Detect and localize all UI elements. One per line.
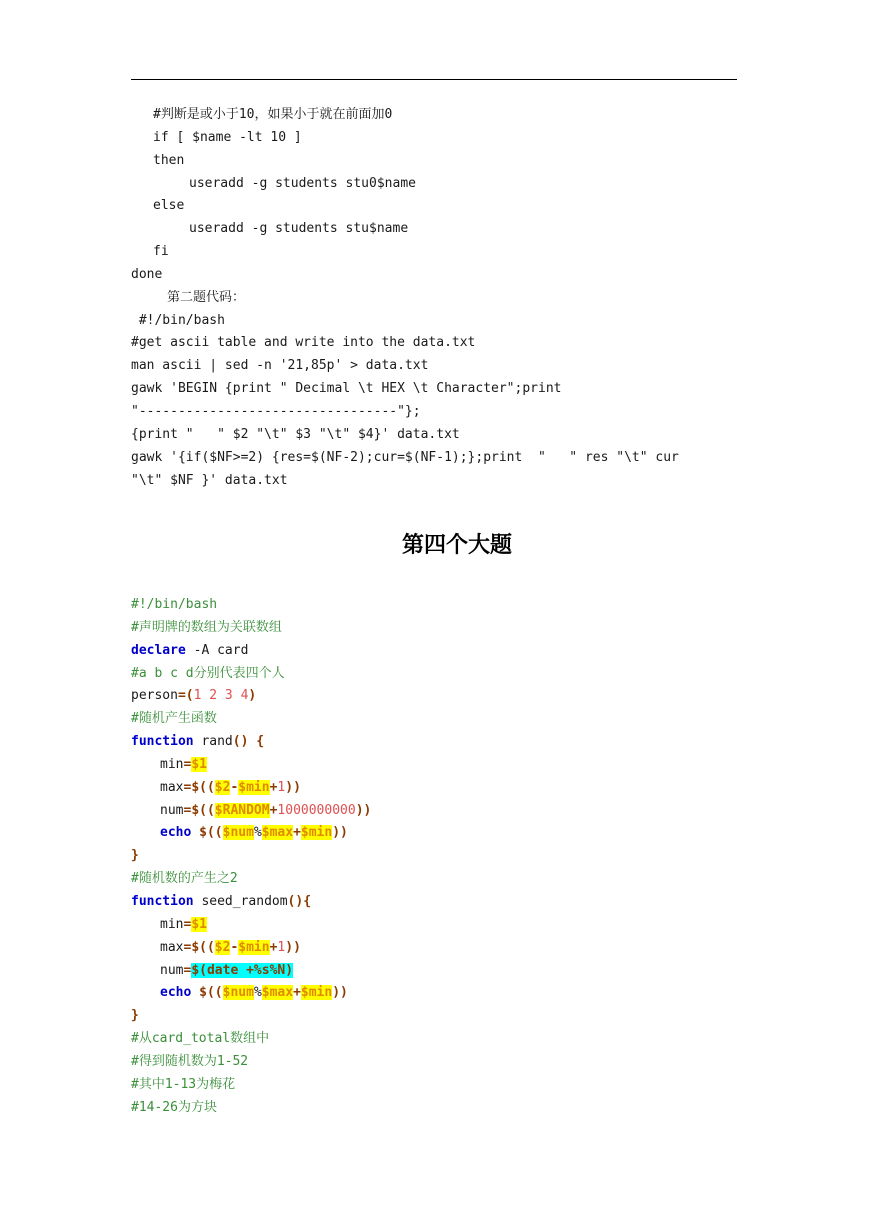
code-line (131, 800, 751, 823)
operator: = (183, 779, 192, 795)
operator: = (183, 802, 192, 818)
code-line: "\t" $NF }' data.txt (131, 472, 288, 488)
code-line (131, 685, 751, 708)
code-line: gawk 'BEGIN {print " Decimal \t HEX \t Character";print (131, 381, 562, 397)
variable: $2 (214, 779, 231, 795)
operator: } (131, 848, 139, 864)
operator: = (177, 688, 186, 704)
operator: + (269, 939, 278, 955)
section-label: 第二题代码： (167, 289, 246, 305)
operator: )) (332, 825, 348, 841)
code-line: #!/bin/bash (131, 312, 225, 328)
code-line: {print " " $2 "\t" $3 "\t" $4}' data.txt (131, 426, 460, 442)
operator: = (183, 939, 192, 955)
variable: $num (222, 985, 254, 1001)
code-text (191, 985, 199, 1000)
number: 1 (277, 939, 286, 955)
operator: + (269, 779, 278, 795)
comment-line: #其中1-13为梅花 (131, 1076, 236, 1092)
code-line: man ascii | sed -n '21,85p' > data.txt (131, 358, 429, 374)
operator: { (256, 734, 265, 750)
variable: $min (238, 779, 270, 795)
code-text: % (253, 825, 262, 841)
code-line (131, 754, 751, 777)
variable: $min (300, 825, 333, 841)
variable: $2 (214, 939, 231, 955)
code-text: min (160, 916, 184, 932)
section-heading: 第四个大题 (401, 533, 512, 558)
operator: = (183, 916, 192, 932)
code-text: max (160, 779, 184, 795)
code-line (131, 982, 751, 1005)
number: 1 2 3 4 (193, 688, 249, 704)
comment-line: #随机数的产生之2 (131, 871, 238, 887)
code-line (131, 845, 751, 868)
keyword: declare (131, 642, 186, 658)
comment-line: #得到随机数为1-52 (131, 1053, 249, 1069)
code-text: -A card (185, 642, 249, 658)
script-code-block (131, 594, 751, 1119)
keyword: function (131, 734, 194, 750)
variable: $num (222, 825, 254, 841)
operator: )) (332, 985, 348, 1001)
operator: { (303, 893, 312, 909)
code-line (131, 960, 751, 983)
keyword: echo (160, 825, 192, 841)
comment-line: #从card_total数组中 (131, 1031, 270, 1047)
variable: $min (300, 985, 333, 1001)
variable: $max (261, 825, 294, 841)
comment-line: #a b c d分别代表四个人 (131, 665, 285, 681)
operator: ( (185, 688, 194, 704)
top-code-block (131, 104, 751, 492)
code-text: person (131, 688, 178, 704)
code-line (131, 731, 751, 754)
code-text: seed_random (193, 893, 288, 909)
code-text: num (160, 802, 184, 818)
code-line: #判断是或小于10，如果小于就在前面加0 (153, 107, 393, 122)
code-line (131, 937, 751, 960)
operator: $(( (191, 802, 215, 818)
variable: $min (238, 939, 270, 955)
code-text (191, 825, 199, 840)
number: 1 (277, 779, 286, 795)
code-line (131, 914, 751, 937)
code-line: useradd -g students stu0$name (189, 175, 416, 191)
operator: + (269, 802, 278, 818)
keyword: echo (160, 985, 192, 1001)
code-line: gawk '{if($NF>=2) {res=$(NF-2);cur=$(NF-1);};print " " res "\t" cur (131, 449, 679, 465)
operator: $(( (191, 779, 215, 795)
code-text: num (160, 962, 184, 978)
code-line: else (153, 198, 185, 214)
operator: ) (248, 688, 257, 704)
number: 1000000000 (277, 802, 356, 818)
operator: + (293, 985, 301, 1001)
operator: $(( (199, 985, 223, 1001)
operator: = (183, 962, 192, 978)
code-text: min (160, 756, 184, 772)
code-line (131, 891, 751, 914)
operator: + (293, 825, 301, 841)
comment-line: #声明牌的数组为关联数组 (131, 619, 282, 635)
operator: - (230, 779, 239, 795)
code-line: then (153, 152, 185, 168)
variable: $1 (191, 916, 207, 932)
code-line: useradd -g students stu$name (189, 221, 409, 237)
header-rule (131, 79, 737, 80)
code-text: % (253, 985, 262, 1001)
code-line (131, 777, 751, 800)
comment-line: #随机产生函数 (131, 711, 217, 727)
code-line: "---------------------------------"}; (131, 403, 421, 419)
variable: $1 (191, 756, 207, 772)
operator: )) (355, 802, 372, 818)
code-line: #get ascii table and write into the data.txt (131, 335, 476, 351)
date-expression: $(date +%s%N) (191, 962, 294, 978)
operator: = (183, 756, 192, 772)
code-line (131, 640, 751, 663)
variable: $max (261, 985, 294, 1001)
comment-line: #!/bin/bash (131, 597, 218, 612)
variable: $RANDOM (214, 802, 270, 818)
operator: )) (285, 779, 301, 795)
operator: () (287, 893, 304, 909)
code-line (131, 822, 751, 845)
code-line: done (131, 266, 163, 282)
operator: $(( (199, 825, 223, 841)
code-text: max (160, 939, 184, 955)
comment-line: #14-26为方块 (131, 1099, 217, 1115)
operator: $(( (191, 939, 215, 955)
operator: )) (285, 939, 301, 955)
code-line (131, 1005, 751, 1028)
code-line: if [ $name -lt 10 ] (153, 129, 302, 145)
operator: - (230, 939, 239, 955)
code-text: rand (193, 734, 233, 750)
code-line: fi (153, 244, 169, 260)
keyword: function (131, 893, 194, 909)
operator: } (131, 1008, 139, 1024)
operator: () (232, 734, 249, 750)
